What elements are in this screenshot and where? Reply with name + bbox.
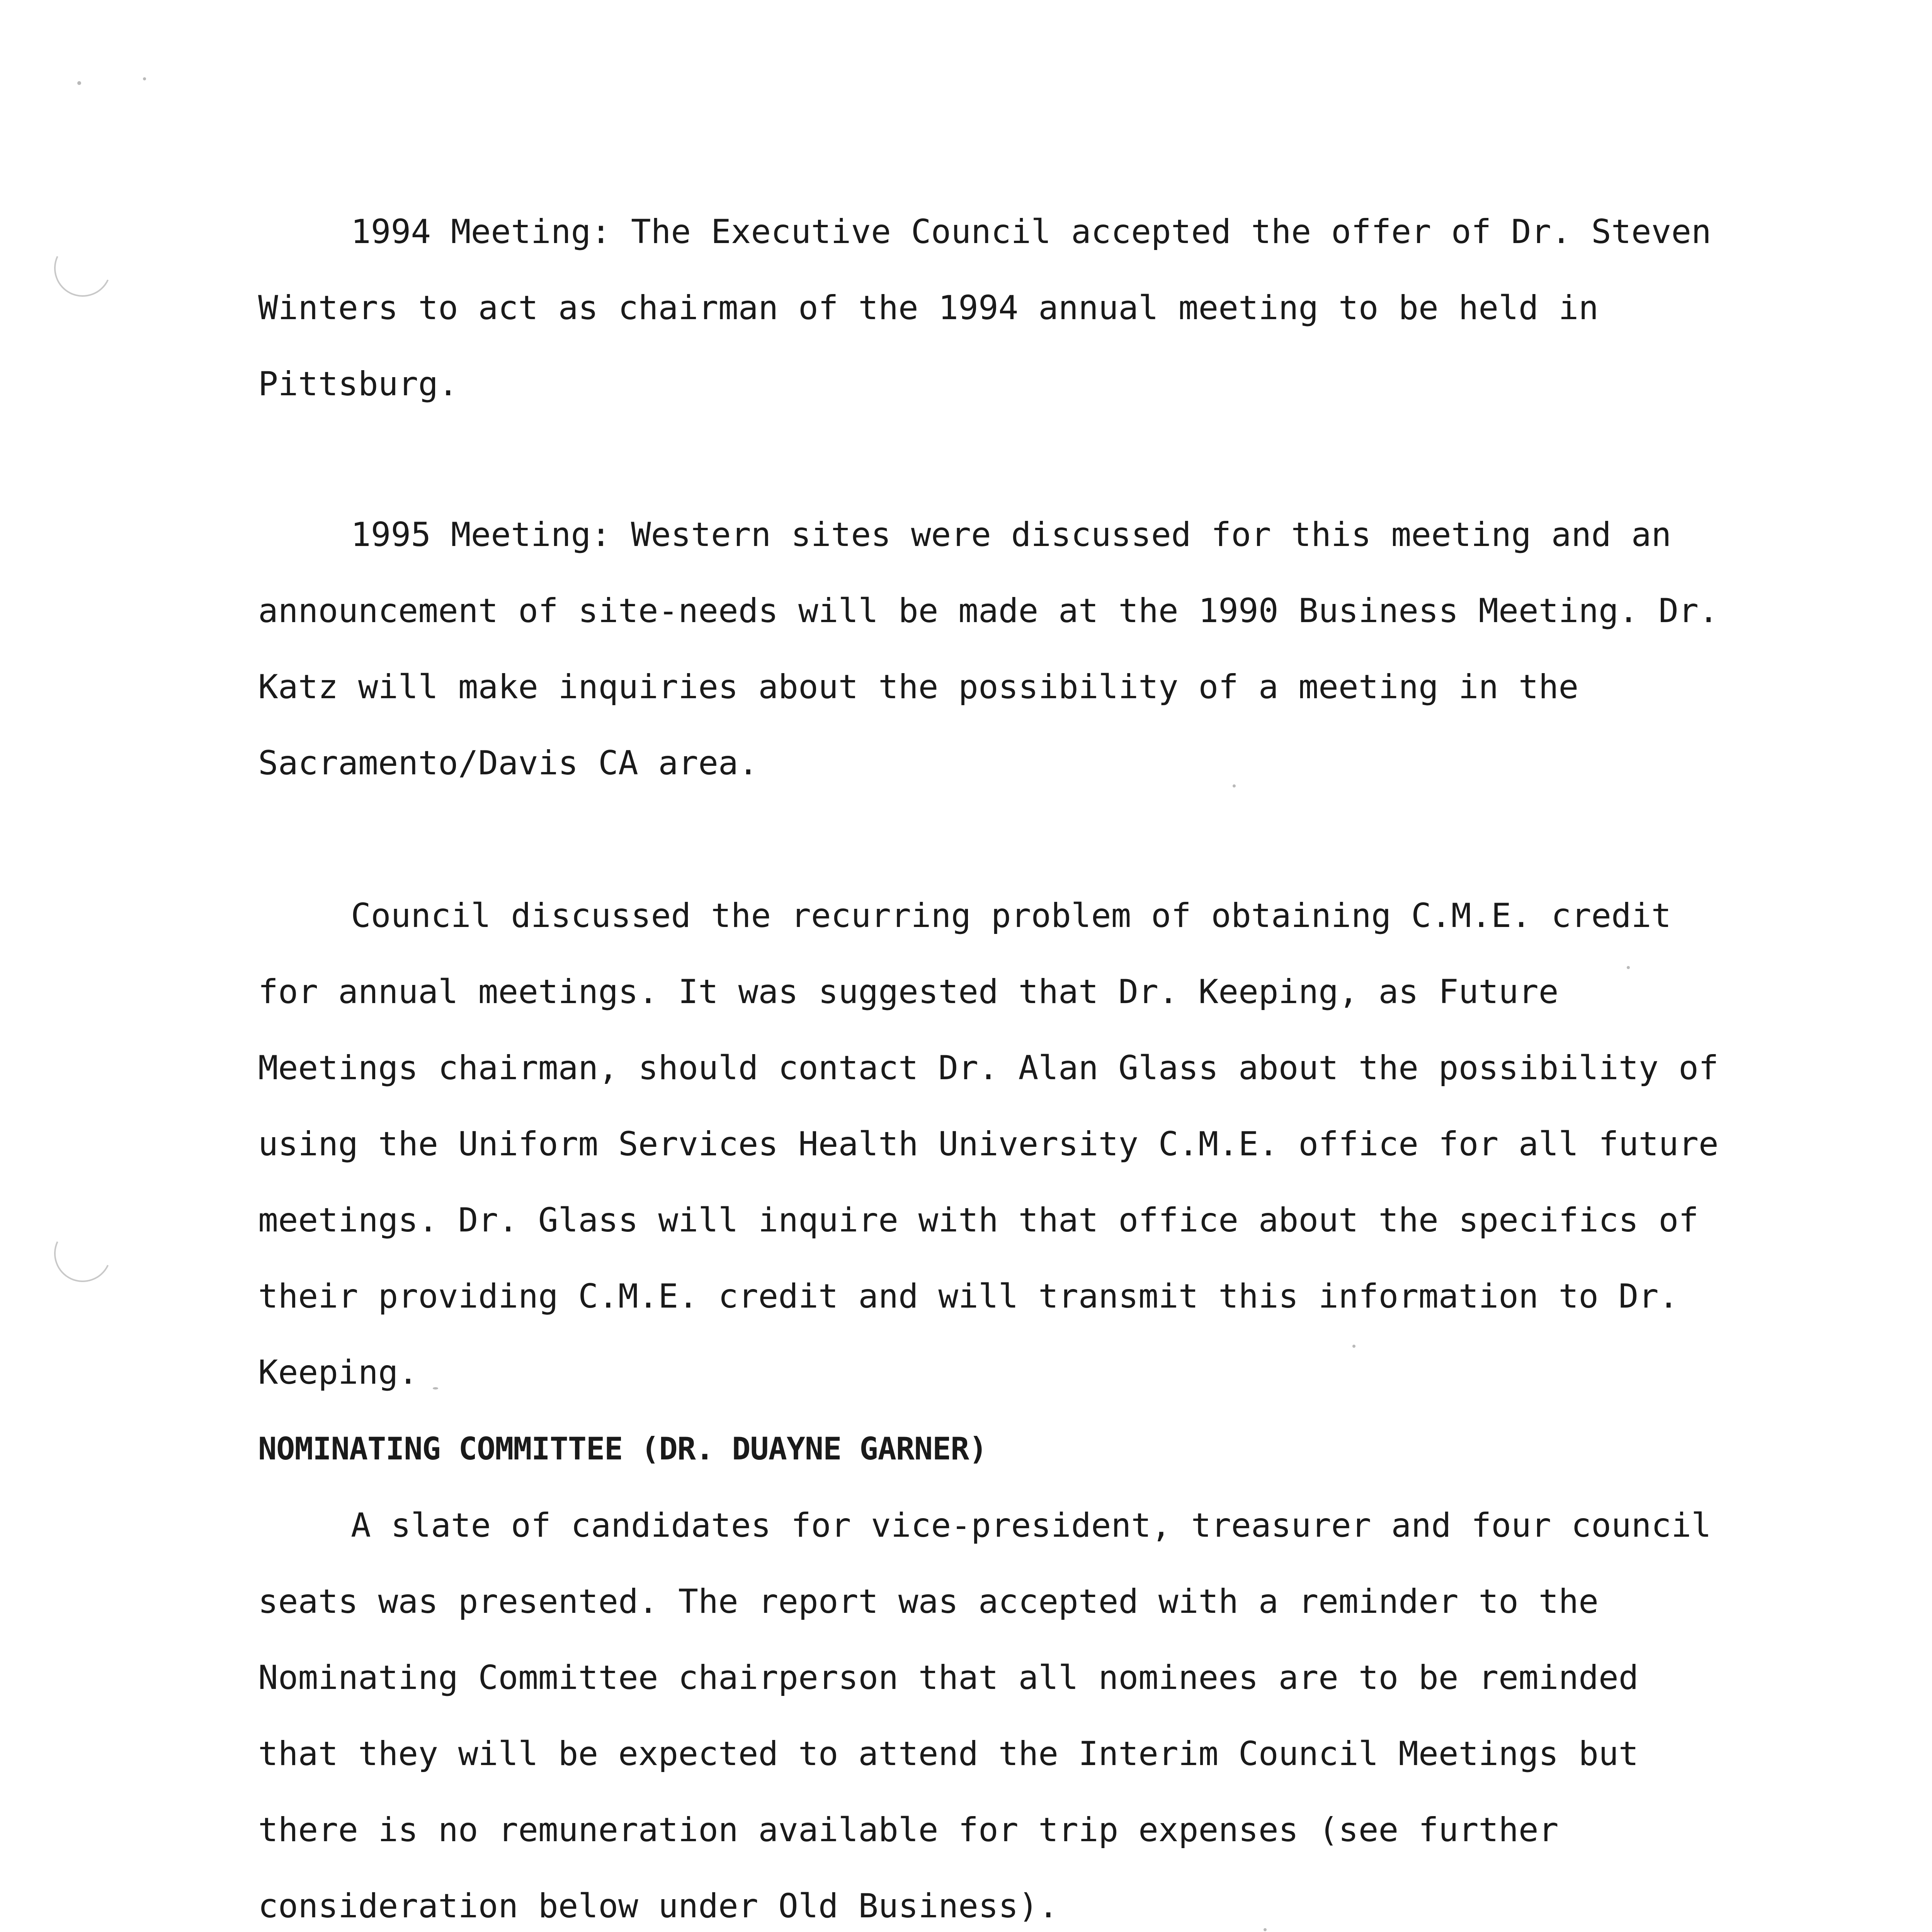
- nominating-committee-heading: NOMINATING COMMITTEE (DR. DUAYNE GARNER): [258, 1431, 987, 1467]
- binder-hole-middle: [46, 1217, 119, 1290]
- paragraph-1994-meeting: 1994 Meeting: The Executive Council accepted the offer of Dr. Steven Winters to act as chairman of the 1994 annual meeting to be held in Pittsburg.: [258, 213, 1731, 403]
- binder-hole-top: [46, 231, 119, 305]
- scan-speck: [143, 77, 146, 80]
- paragraph-1995-meeting: 1995 Meeting: Western sites were discussed for this meeting and an announcement of site-needs will be made at the 1990 Business Meeting. Dr. Katz will make inquiries about the possibility of a meeting in the Sacramento/Davis CA area.: [258, 515, 1739, 782]
- scan-speck: [77, 81, 81, 85]
- paragraph-nominating-committee: A slate of candidates for vice-president, treasurer and four council seats was presented. The report was accepted with a reminder to the Nominating Committee chairperson that all nominees are to be reminded that they will be expected to attend the Interim Council Meetings but there is no remuneration available for trip expenses (see further consideration below under Old Business).: [258, 1506, 1731, 1925]
- paragraph-cme-credit: Council discussed the recurring problem of obtaining C.M.E. credit for annual meetings. It was suggested that Dr. Keeping, as Future Meetings chairman, should contact Dr. Alan Glass about the possibility of using the Uniform Services Health University C.M.E. office for all future meetings. Dr. Glass will inquire with that office about the specifics of their providing C.M.E. credit and will transmit this information to Dr. Keeping.: [258, 896, 1739, 1392]
